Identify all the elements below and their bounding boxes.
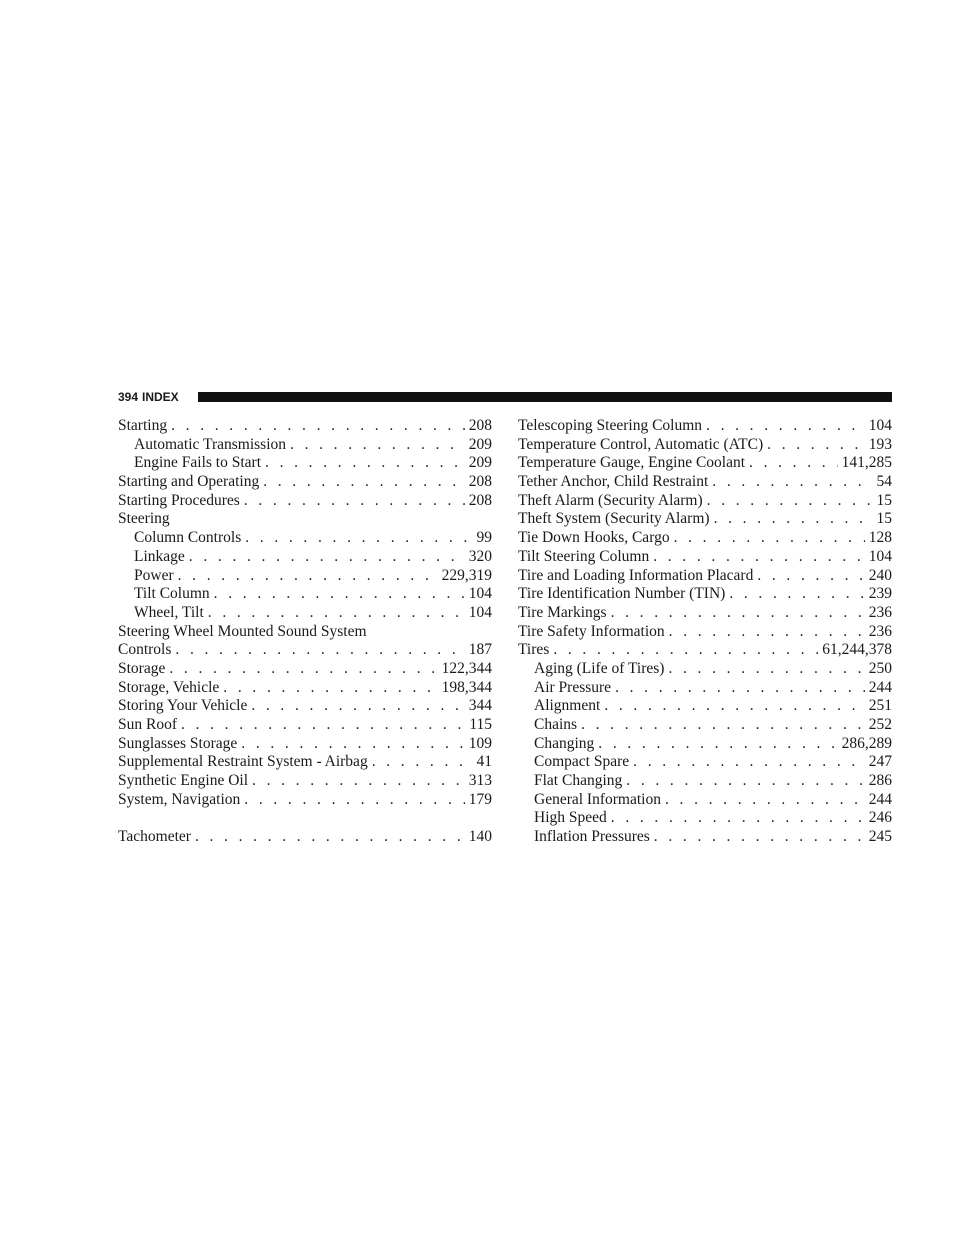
dot-leader bbox=[714, 510, 873, 529]
index-page-numbers: 320 bbox=[468, 547, 492, 565]
index-term: Storing Your Vehicle bbox=[118, 697, 248, 715]
index-entry bbox=[518, 436, 892, 455]
index-term: Automatic Transmission bbox=[134, 435, 287, 453]
index-subentry bbox=[518, 660, 892, 679]
index-entry bbox=[118, 791, 492, 810]
dot-leader bbox=[767, 436, 865, 455]
index-entry bbox=[518, 510, 892, 529]
index-term: Tilt Steering Column bbox=[518, 547, 650, 565]
index-term: Sun Roof bbox=[118, 716, 177, 733]
dot-leader bbox=[245, 529, 472, 548]
index-term: Temperature Gauge, Engine Coolant bbox=[518, 454, 746, 472]
index-entry bbox=[118, 510, 492, 529]
page-number: 394 bbox=[118, 390, 139, 404]
dot-leader bbox=[252, 772, 465, 791]
index-term: Compact Spare bbox=[534, 753, 630, 771]
index-term: Air Pressure bbox=[534, 678, 612, 696]
index-term: Tachometer bbox=[118, 828, 191, 846]
index-page-numbers: 250 bbox=[868, 659, 892, 677]
dot-leader bbox=[729, 585, 864, 604]
dot-leader bbox=[290, 436, 465, 455]
index-page-numbers: 104 bbox=[468, 603, 492, 621]
index-page-numbers: 239 bbox=[868, 585, 892, 603]
index-subentry bbox=[518, 697, 892, 716]
index-page-numbers: 209 bbox=[468, 454, 492, 472]
index-page-numbers: 251 bbox=[868, 697, 892, 715]
dot-leader bbox=[654, 828, 865, 847]
dot-leader bbox=[707, 492, 873, 511]
index-page-numbers: 244 bbox=[868, 790, 892, 808]
index-subentry bbox=[118, 567, 492, 586]
index-term: Chains bbox=[534, 716, 578, 733]
dot-leader bbox=[611, 809, 865, 828]
index-subentry bbox=[518, 735, 892, 754]
dot-leader bbox=[665, 791, 865, 810]
index-page-numbers: 15 bbox=[876, 510, 892, 528]
index-term: Inflation Pressures bbox=[534, 828, 650, 846]
dot-leader bbox=[214, 585, 465, 604]
index-entry bbox=[118, 473, 492, 492]
index-term: Starting and Operating bbox=[118, 473, 260, 491]
index-term: Steering bbox=[118, 510, 170, 528]
index-entry bbox=[118, 716, 492, 735]
index-page-numbers: 41 bbox=[476, 753, 492, 771]
index-page-numbers: 245 bbox=[868, 828, 892, 846]
index-page-numbers: 115 bbox=[469, 716, 492, 733]
dot-leader bbox=[169, 660, 437, 679]
index-entry bbox=[518, 585, 892, 604]
index-subentry bbox=[518, 791, 892, 810]
dot-leader bbox=[553, 641, 818, 660]
index-subentry bbox=[118, 548, 492, 567]
dot-leader bbox=[633, 753, 865, 772]
index-term: Column Controls bbox=[134, 529, 242, 547]
page-header bbox=[118, 390, 892, 404]
index-term: Starting Procedures bbox=[118, 491, 240, 509]
dot-leader bbox=[604, 697, 864, 716]
index-entry bbox=[518, 417, 892, 436]
dot-leader bbox=[372, 753, 473, 772]
index-term: Power bbox=[134, 566, 174, 584]
index-entry bbox=[518, 623, 892, 642]
dot-leader bbox=[181, 716, 465, 735]
index-entry bbox=[518, 473, 892, 492]
dot-leader bbox=[241, 735, 464, 754]
dot-leader bbox=[668, 660, 864, 679]
index-term: Flat Changing bbox=[534, 772, 623, 790]
index-page-numbers: 122,344 bbox=[441, 659, 492, 677]
index-entry bbox=[118, 417, 492, 436]
index-term: Storage, Vehicle bbox=[118, 678, 220, 696]
index-term: Alignment bbox=[534, 697, 601, 715]
index-entry bbox=[518, 548, 892, 567]
index-entry bbox=[518, 454, 892, 473]
index-page-numbers: 104 bbox=[868, 417, 892, 434]
index-column-left bbox=[118, 417, 492, 847]
index-term: Changing bbox=[534, 734, 595, 752]
index-term: Sunglasses Storage bbox=[118, 734, 238, 752]
index-term: High Speed bbox=[534, 809, 607, 827]
dot-leader bbox=[674, 529, 865, 548]
index-page-numbers: 313 bbox=[468, 772, 492, 790]
index-term: Theft System (Security Alarm) bbox=[518, 510, 710, 528]
index-term: Tires bbox=[518, 641, 550, 659]
section-title: INDEX bbox=[142, 390, 179, 404]
dot-leader bbox=[223, 679, 437, 698]
index-term: Tilt Column bbox=[134, 585, 210, 603]
index-subentry bbox=[118, 585, 492, 604]
index-subentry bbox=[118, 529, 492, 548]
index-page-numbers: 208 bbox=[468, 491, 492, 509]
index-entry bbox=[118, 697, 492, 716]
index-term: Tether Anchor, Child Restraint bbox=[518, 473, 709, 491]
index-subentry bbox=[518, 772, 892, 791]
dot-leader bbox=[706, 417, 865, 436]
index-entry bbox=[518, 529, 892, 548]
index-subentry bbox=[518, 679, 892, 698]
index-term: System, Navigation bbox=[118, 790, 241, 808]
index-page-numbers: 344 bbox=[468, 697, 492, 715]
dot-leader bbox=[598, 735, 837, 754]
dot-leader bbox=[189, 548, 465, 567]
index-term: Synthetic Engine Oil bbox=[118, 772, 249, 790]
dot-leader bbox=[244, 791, 464, 810]
index-entry bbox=[518, 567, 892, 586]
index-page-numbers: 187 bbox=[468, 641, 492, 659]
dot-leader bbox=[653, 548, 865, 567]
index-subentry bbox=[118, 604, 492, 623]
index-column-right bbox=[518, 417, 892, 847]
dot-leader bbox=[251, 697, 464, 716]
index-term: Linkage bbox=[134, 547, 185, 565]
index-page-numbers: 247 bbox=[868, 753, 892, 771]
dot-leader bbox=[265, 454, 465, 473]
dot-leader bbox=[178, 567, 438, 586]
index-entry bbox=[118, 660, 492, 679]
index-page-numbers: 209 bbox=[468, 435, 492, 453]
dot-leader bbox=[669, 623, 865, 642]
dot-leader bbox=[195, 828, 465, 847]
index-page-numbers: 109 bbox=[468, 734, 492, 752]
dot-leader bbox=[581, 716, 865, 735]
header-rule-bar bbox=[198, 392, 892, 402]
index-term: Temperature Control, Automatic (ATC) bbox=[518, 435, 764, 453]
dot-leader bbox=[757, 567, 864, 586]
index-page-numbers: 128 bbox=[868, 529, 892, 547]
index-entry bbox=[118, 828, 492, 847]
index-page-numbers: 198,344 bbox=[441, 678, 492, 696]
index-term: Tire Safety Information bbox=[518, 622, 665, 640]
index-page-numbers: 252 bbox=[868, 716, 892, 733]
index-page-numbers: 193 bbox=[868, 435, 892, 453]
dot-leader bbox=[626, 772, 864, 791]
index-page-numbers: 236 bbox=[868, 622, 892, 640]
index-entry bbox=[118, 735, 492, 754]
dot-leader bbox=[712, 473, 872, 492]
index-page-numbers: 240 bbox=[868, 566, 892, 584]
index-subentry bbox=[118, 454, 492, 473]
index-page-numbers: 229,319 bbox=[441, 566, 492, 584]
index-term: Tie Down Hooks, Cargo bbox=[518, 529, 670, 547]
index-term: Theft Alarm (Security Alarm) bbox=[518, 491, 703, 509]
index-term: Storage bbox=[118, 659, 166, 677]
index-subentry bbox=[118, 436, 492, 455]
index-entry bbox=[118, 641, 492, 660]
dot-leader bbox=[208, 604, 465, 623]
index-term: Engine Fails to Start bbox=[134, 454, 262, 472]
index-entry bbox=[118, 679, 492, 698]
index-term: Telescoping Steering Column bbox=[518, 417, 703, 434]
index-term: Tire Identification Number (TIN) bbox=[518, 585, 726, 603]
index-term: Tire Markings bbox=[518, 603, 607, 621]
index-spacer bbox=[118, 809, 492, 828]
index-subentry bbox=[518, 753, 892, 772]
index-page-numbers: 286,289 bbox=[841, 734, 892, 752]
index-page-numbers: 286 bbox=[868, 772, 892, 790]
index-entry bbox=[118, 753, 492, 772]
index-page-numbers: 104 bbox=[468, 585, 492, 603]
index-entry bbox=[118, 623, 492, 642]
index-subentry bbox=[518, 716, 892, 735]
index-page-numbers: 104 bbox=[868, 547, 892, 565]
index-term: General Information bbox=[534, 790, 661, 808]
index-term: Steering Wheel Mounted Sound System bbox=[118, 622, 367, 640]
index-subentry bbox=[518, 828, 892, 847]
index-page-numbers: 236 bbox=[868, 603, 892, 621]
index-subentry bbox=[518, 809, 892, 828]
index-entry bbox=[518, 492, 892, 511]
index-page-numbers: 140 bbox=[468, 828, 492, 846]
index-entry bbox=[118, 492, 492, 511]
index-term: Wheel, Tilt bbox=[134, 603, 204, 621]
index-term: Tire and Loading Information Placard bbox=[518, 566, 754, 584]
index-entry bbox=[518, 604, 892, 623]
index-page-numbers: 208 bbox=[468, 417, 492, 434]
index-term: Starting bbox=[118, 417, 168, 434]
dot-leader bbox=[263, 473, 465, 492]
dot-leader bbox=[749, 454, 838, 473]
index-entry bbox=[518, 641, 892, 660]
index-page-numbers: 99 bbox=[476, 529, 492, 547]
index-page-numbers: 244 bbox=[868, 678, 892, 696]
dot-leader bbox=[244, 492, 465, 511]
index-term: Controls bbox=[118, 641, 172, 659]
dot-leader bbox=[615, 679, 865, 698]
index-page-numbers: 54 bbox=[876, 473, 892, 491]
dot-leader bbox=[611, 604, 865, 623]
index-page-numbers: 179 bbox=[468, 790, 492, 808]
dot-leader bbox=[175, 641, 464, 660]
index-page-numbers: 61,244,378 bbox=[822, 641, 892, 659]
index-page-numbers: 15 bbox=[876, 491, 892, 509]
dot-leader bbox=[171, 417, 465, 436]
index-page-numbers: 141,285 bbox=[841, 454, 892, 472]
index-entry bbox=[118, 772, 492, 791]
index-page-numbers: 208 bbox=[468, 473, 492, 491]
index-page-numbers: 246 bbox=[868, 809, 892, 827]
index-term: Supplemental Restraint System - Airbag bbox=[118, 753, 368, 771]
index-term: Aging (Life of Tires) bbox=[534, 659, 665, 677]
